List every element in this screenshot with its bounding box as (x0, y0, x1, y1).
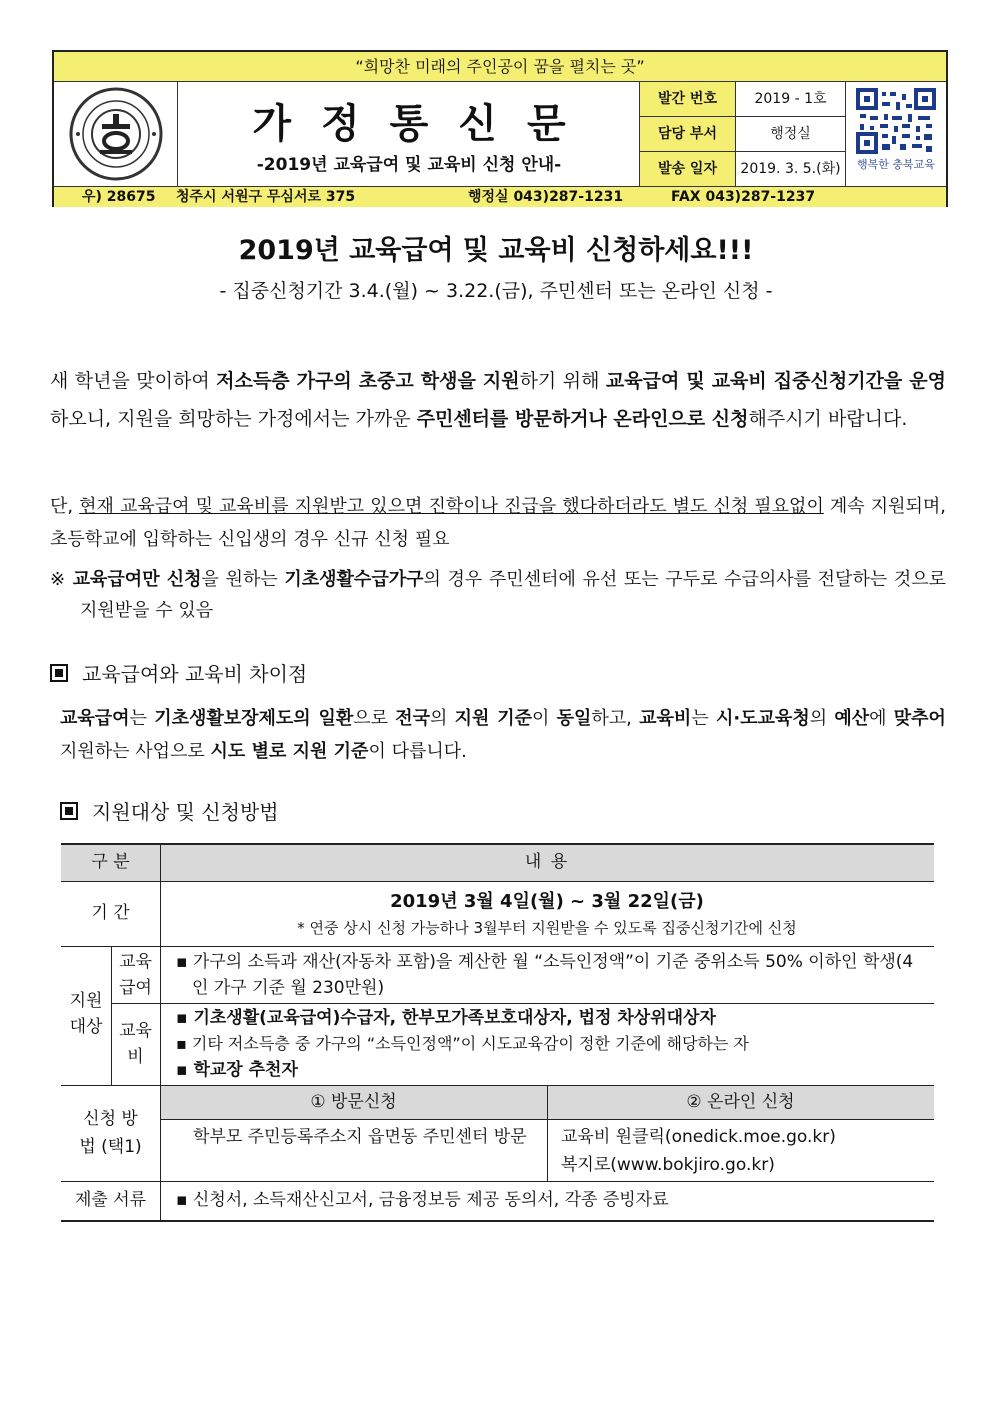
docs-text: ▪ 신청서, 소득재산신고서, 금융정보등 제공 동의서, 각종 증빙자료 (176, 1190, 669, 1210)
note-paragraph: ※ 교육급여만 신청을 원하는 기초생활수급가구의 경우 주민센터에 유선 또는 구두로 수급의사를 전달하는 것으로 지원받을 수 있음 (50, 569, 947, 621)
edu-cost-item: ▪ 학교장 추천자 (176, 1060, 298, 1080)
eligibility-table (61, 843, 934, 1221)
paper-subtitle: -2019년 교육급여 및 교육비 신청 안내- (256, 155, 562, 175)
school-emblem-icon (66, 84, 166, 184)
school-motto: “희망찬 미래의 주인공이 꿈을 펼치는 곳” (54, 52, 946, 82)
notice-paragraph: 단, 현재 교육급여 및 교육비를 지원받고 있으면 진학이나 진급을 했다하더라도 별도 신청 필요없이 계속 지원되며, 초등학교에 입학하는 신입생의 경우 신규 신청 필요 (50, 496, 946, 550)
section-title-difference: 교육급여와 교육비 차이점 (50, 658, 307, 687)
method-visit-header: ① 방문신청 (310, 1092, 397, 1112)
meta-value-dept: 행정실 (736, 117, 846, 152)
address-zip: 우) 28675 (82, 189, 156, 205)
qr-cell (846, 82, 946, 186)
square-bullet-icon (50, 664, 68, 682)
school-address-bar (54, 186, 946, 207)
edu-cost-label: 교육 비 (119, 1021, 152, 1067)
meta-value-issue: 2019 - 1호 (736, 82, 846, 117)
header-content: 내 용 (524, 852, 570, 872)
section-title-eligibility: 지원대상 및 신청방법 (60, 796, 279, 825)
edu-cost-item: ▪ 기초생활(교육급여)수급자, 한부모가족보호대상자, 법정 차상위대상자 (176, 1008, 716, 1028)
meta-label-dept: 담당 부서 (640, 117, 736, 152)
edu-cost-item: ▪ 기타 저소득층 중 가구의 “소득인정액”이 시도교육감이 정한 기준에 해당하는 자 (176, 1034, 749, 1053)
meta-label-date: 발송 일자 (640, 152, 736, 186)
period-label: 기 간 (91, 903, 130, 923)
edu-benefit-text: ▪ 가구의 소득과 재산(자동차 포함)을 계산한 월 “소득인정액”이 기준 중위소득 50% 이하인 학생(4인 가구 기준 월 230만원) (176, 952, 914, 998)
intro-paragraph: 새 학년을 맞이하여 저소득층 가구의 초중고 학생을 지원하기 위해 교육급여 및 교육비 집중신청기간을 운영하오니, 지원을 희망하는 가정에서는 가까운 주민센터를 방문하거나 온라인으로 신청해주시기 바랍니다. (50, 370, 946, 430)
qr-code-icon (856, 88, 936, 154)
difference-paragraph: 교육급여는 기초생활보장제도의 일환으로 전국의 지원 기준이 동일하고, 교육비는 시·도교육청의 예산에 맞추어 지원하는 사업으로 시도 별로 지원 기준이 다릅니다. (60, 708, 946, 762)
address-phone: 행정실 043)287-1231 (468, 189, 624, 205)
title-cell (178, 82, 640, 186)
address-fax: FAX 043)287-1237 (671, 189, 816, 205)
paper-title: 가정통신문 (252, 100, 596, 147)
meta-label-issue: 발간 번호 (640, 82, 736, 117)
period-note: * 연중 상시 신청 가능하나 3월부터 지원받을 수 있도록 집중신청기간에 신청 (297, 919, 797, 937)
address-street: 청주시 서원구 무심서로 375 (176, 189, 356, 205)
qr-caption: 행복한 충북교육 (857, 158, 935, 171)
headline: 2019년 교육급여 및 교육비 신청하세요!!! (238, 235, 754, 266)
newsletter-header (52, 50, 948, 207)
subheadline: - 집중신청기간 3.4.(월) ~ 3.22.(금), 주민센터 또는 온라인 신청 - (219, 280, 773, 302)
edu-benefit-label: 교육 급여 (119, 952, 152, 998)
period-main: 2019년 3월 4일(월) ~ 3월 22일(금) (390, 891, 704, 912)
method-online-header: ② 온라인 신청 (686, 1092, 795, 1112)
method-online-onedick: 교육비 원클릭(onedick.moe.go.kr) (561, 1127, 836, 1147)
docs-label: 제출 서류 (74, 1190, 147, 1210)
method-visit-text: 학부모 주민등록주소지 읍면동 주민센터 방문 (193, 1127, 527, 1147)
meta-value-date: 2019. 3. 5.(화) (736, 152, 846, 186)
method-online-bokjiro: 복지로(www.bokjiro.go.kr) (561, 1155, 775, 1175)
header-category: 구 분 (91, 852, 130, 872)
method-label: 신청 방법 (택1) (79, 1109, 142, 1157)
square-bullet-icon (60, 802, 78, 820)
target-label: 지원 대상 (69, 991, 103, 1037)
school-logo-cell (54, 82, 178, 186)
